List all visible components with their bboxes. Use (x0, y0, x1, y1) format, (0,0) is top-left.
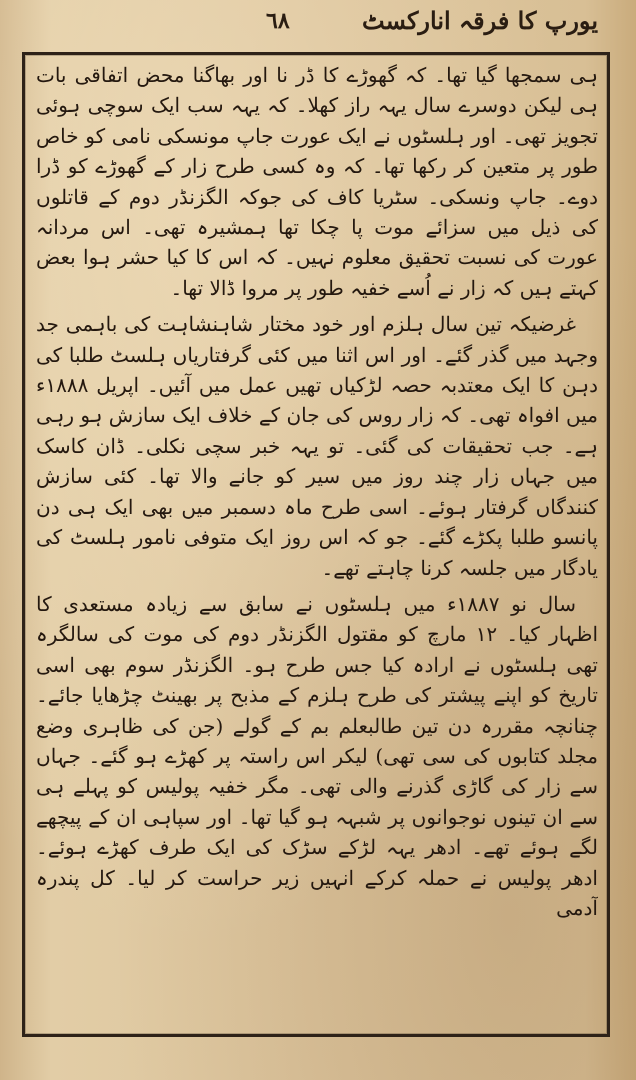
body-text (36, 60, 598, 1028)
running-title: یورپ کا فرقہ انارکسٹ (362, 6, 598, 35)
paragraph-3: سال نو ۱۸۸۷ء میں ہلسٹوں نے سابق سے زیادہ مستعدی کا اظہار کیا۔ ۱۲ مارچ کو مقتول الگزنڈر دوم کی موت کی سالگرہ تھی ہلسٹوں نے ارادہ کیا جس طرح ہو۔ الگزنڈر سوم بھی اسی تاریخ کو اپنے پیشتر کی طرح ہلزم کے مذبح پر بھینٹ چڑھایا جائے۔ چنانچہ مقررہ دن تین طالبعلم بم کے گولے (جن کی ظاہری وضع مجلد کتابوں کی سی تھی) لیکر اس راستہ پر کھڑے ہو گئے۔ جہاں سے زار کی گاڑی گذرنے والی تھی۔ مگر خفیہ پولیس کو پہلے ہی سے ان تینوں نوجوانوں پر شبہہ ہو گیا تھا۔ اور سپاہی ان کے پیچھے لگے ہوئے تھے۔ ادھر یہہ لڑکے سڑک کی ایک طرف کھڑے ہوئے۔ ادھر پولیس نے حملہ کرکے انہیں زیر حراست کر لیا۔ کل پندرہ آدمی (36, 591, 598, 920)
page-number: ٦٨ (266, 8, 290, 34)
page-header (18, 4, 618, 48)
paragraph-2: غرضیکہ تین سال ہلزم اور خود مختار شاہنشاہت کی باہمی جد وجہد میں گذر گئے۔ اور اس اثنا میں کئی گرفتاریاں ہلسٹ طلبا کی دہن کا ایک معتدبہ حصہ لڑکیاں تھیں عمل میں آئیں۔ اپریل ۱۸۸۸ء میں افواہ تھی۔ کہ زار روس کی جان کے خلاف ایک سازش ہو رہی ہے۔ جب تحقیقات کی گئی۔ تو یہہ خبر سچی نکلی۔ ڈان کاسک میں جہاں زار چند روز میں سیر کو جانے والا تھا۔ کئی سازش کنندگاں گرفتار ہوئے۔ اسی طرح ماہ دسمبر میں بھی ایک ہی دن پانسو طلبا پکڑے گئے۔ جو کہ اس روز ایک متوفی نامور ہلسٹ کی یادگار میں جلسہ کرنا چاہتے تھے۔ (36, 312, 598, 580)
paragraph-1: ہی سمجھا گیا تھا۔ کہ گھوڑے کا ڈر نا اور بھاگنا محض اتفاقی بات ہی لیکن دوسرے سال یہہ راز کھلا۔ کہ یہہ سب ایک سوچی ہوئی تجویز تھی۔ اور ہلسٹوں نے ایک عورت جاپ مونسکی نامی کو خاص طور پر متعین کر رکھا تھا۔ کہ وہ کسی طرح زار کے گھوڑے کو ڈرا دوے۔ جاپ ونسکی۔ سٹریا کاف کی جوکہ الگزنڈر دوم کے قاتلوں کی ذیل میں سزائے موت پا چکا تھا ہمشیرہ تھی۔ اس مردانہ عورت کی نسبت تحقیق معلوم نہیں۔ کہ اس کا کیا حشر ہوا بعض کہتے ہیں کہ زار نے اُسے خفیہ طور پر مروا ڈالا تھا۔ (36, 63, 598, 300)
